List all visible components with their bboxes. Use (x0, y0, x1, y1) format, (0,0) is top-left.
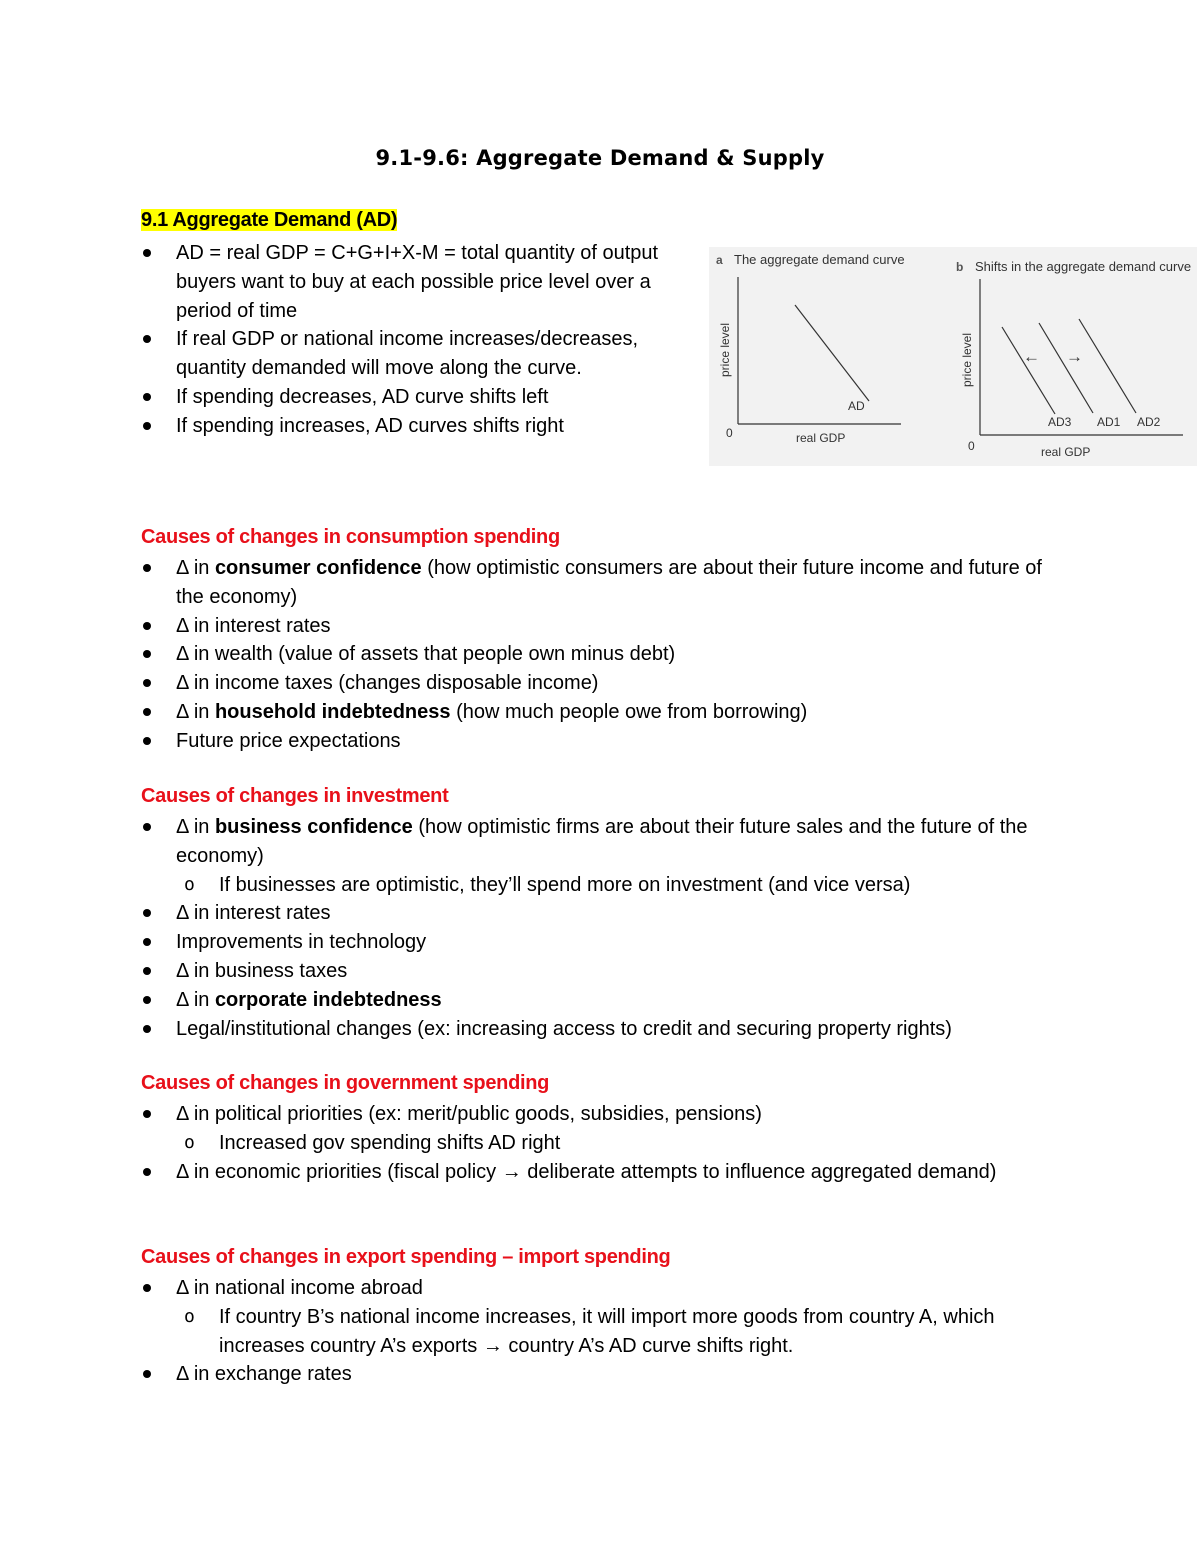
right-arrow-icon: → (1066, 347, 1083, 366)
list-item: Δ in exchange rates (0, 1360, 1030, 1389)
list-item: Δ in household indebtedness (how much people owe from borrowing) (0, 698, 1060, 727)
right-arrow-icon: → (501, 1160, 522, 1183)
right-arrow-icon: → (482, 1334, 503, 1357)
consumption-bullet-list (0, 554, 1060, 756)
list-item: Δ in business taxes (0, 957, 1070, 986)
panel-b-origin: 0 (968, 439, 975, 453)
panel-b-ad2-curve (1079, 319, 1136, 413)
panel-b-ad1-curve (1039, 323, 1093, 413)
list-item: Δ in income taxes (changes disposable income) (0, 669, 1060, 698)
list-item: Δ in corporate indebtedness (0, 986, 1070, 1015)
panel-b-x-label: real GDP (1041, 445, 1091, 459)
investment-bullet-list (0, 813, 1070, 1043)
list-item: Δ in interest rates (0, 612, 1060, 641)
list-item: o Increased gov spending shifts AD right (176, 1129, 1000, 1158)
list-item: Δ in interest rates (0, 899, 1070, 928)
panel-a-title: The aggregate demand curve (734, 252, 905, 267)
panel-a-ad-label: AD (848, 399, 865, 413)
list-item: o If country B’s national income increases, it will import more goods from country A, which increases country A’s exports → country A’s AD curve shifts right. (176, 1303, 1030, 1361)
panel-a-letter: a (716, 253, 723, 267)
export-bullet-list (0, 1274, 1030, 1389)
panel-b-y-label: price level (960, 332, 974, 387)
government-sub-list (176, 1129, 1000, 1158)
investment-sub-list (176, 871, 1070, 900)
list-item: Legal/institutional changes (ex: increasing access to credit and securing property rights) (0, 1015, 1070, 1044)
export-sub-list (176, 1303, 1030, 1361)
list-item: If spending increases, AD curves shifts right (0, 412, 700, 441)
panel-b-ad2-label: AD2 (1137, 415, 1161, 429)
ad-bullet-list (0, 239, 700, 441)
list-item: AD = real GDP = C+G+I+X-M = total quantity of output buyers want to buy at each possible price level over a period of time (0, 239, 700, 325)
panel-b-ad3-curve (1002, 327, 1055, 414)
list-item: Δ in national income abroad o If country B’s national income increases, it will import more goods from country A, which increases country A’s exports → country A’s AD curve shifts right. (0, 1274, 1030, 1360)
list-item: o If businesses are optimistic, they’ll spend more on investment (and vice versa) (176, 871, 1070, 900)
panel-b-letter: b (956, 260, 964, 274)
section-heading-consumption: Causes of changes in consumption spending (141, 526, 560, 548)
panel-a-x-label: real GDP (796, 431, 846, 445)
list-item: Δ in economic priorities (fiscal policy → deliberate attempts to influence aggregated demand) (0, 1158, 1000, 1187)
panel-b-ad3-label: AD3 (1048, 415, 1072, 429)
list-item: Δ in business confidence (how optimistic firms are about their future sales and the future of the economy) o If businesses are optimistic, they’ll spend more on investment (and vice versa) (0, 813, 1070, 899)
panel-b-title: Shifts in the aggregate demand curve (975, 259, 1192, 274)
section-heading-export: Causes of changes in export spending – import spending (141, 1246, 671, 1268)
panel-a-origin: 0 (726, 426, 733, 440)
list-item: Δ in consumer confidence (how optimistic consumers are about their future income and future of the economy) (0, 554, 1060, 612)
page-title: 9.1-9.6: Aggregate Demand & Supply (375, 146, 825, 170)
list-item: Future price expectations (0, 727, 1060, 756)
panel-a-ad-curve (795, 305, 869, 401)
list-item: Δ in political priorities (ex: merit/public goods, subsidies, pensions) o Increased gov spending shifts AD right (0, 1100, 1000, 1158)
section-heading-aggregate-demand: 9.1 Aggregate Demand (AD) (141, 209, 398, 231)
government-bullet-list (0, 1100, 1000, 1186)
aggregate-demand-figure (709, 247, 1197, 466)
list-item: If real GDP or national income increases/decreases, quantity demanded will move along the curve. (0, 325, 700, 383)
section-heading-government: Causes of changes in government spending (141, 1072, 550, 1094)
left-arrow-icon: ← (1023, 347, 1040, 366)
list-item: If spending decreases, AD curve shifts left (0, 383, 700, 412)
section-heading-investment: Causes of changes in investment (141, 785, 449, 807)
panel-a-y-label: price level (718, 322, 732, 377)
list-item: Improvements in technology (0, 928, 1070, 957)
panel-b-ad1-label: AD1 (1097, 415, 1121, 429)
list-item: Δ in wealth (value of assets that people own minus debt) (0, 640, 1060, 669)
